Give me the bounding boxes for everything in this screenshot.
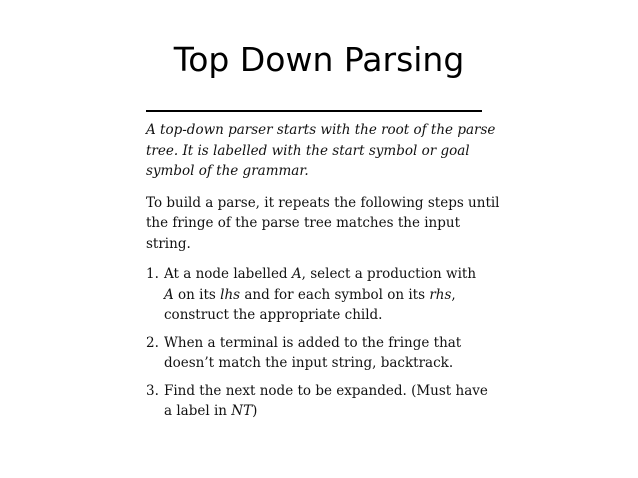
- step-math-symbol: lhs: [220, 286, 241, 303]
- intro-line: A top-down parser starts with the root of the parse: [146, 122, 496, 138]
- paragraph-line: To build a parse, it repeats the following steps until: [146, 194, 500, 211]
- step-number: 1.: [146, 266, 159, 282]
- step-line: [164, 264, 494, 285]
- step-text: ): [252, 403, 258, 419]
- step-line: construct the appropriate child.: [164, 307, 383, 323]
- step-text: and for each symbol on its: [240, 286, 430, 303]
- step-line: Find the next node to be expanded. (Must have: [164, 382, 488, 399]
- paragraph-line: string.: [146, 235, 191, 252]
- step-math-symbol: A: [291, 266, 302, 282]
- slide-content: [146, 120, 500, 429]
- body-paragraph: [146, 193, 500, 255]
- step-line: doesn’t match the input string, backtrack.: [164, 355, 454, 371]
- step-item: [146, 381, 494, 422]
- intro-line: tree. It is labelled with the start symbol or goal: [146, 142, 470, 159]
- step-text: , select a production with: [301, 266, 477, 282]
- step-item: [146, 333, 494, 374]
- step-math-symbol: rhs: [429, 286, 452, 303]
- step-text: on its: [173, 286, 221, 303]
- step-text: ,: [451, 286, 456, 303]
- step-line: [164, 285, 494, 306]
- horizontal-rule: [146, 110, 482, 112]
- step-number: 3.: [146, 382, 159, 399]
- step-line: When a terminal is added to the fringe that: [164, 334, 462, 351]
- step-number: 2.: [146, 334, 159, 351]
- step-text: a label in: [164, 403, 232, 419]
- intro-line: symbol of the grammar.: [146, 163, 309, 179]
- step-item: [146, 264, 494, 326]
- slide-title: Top Down Parsing: [173, 40, 465, 79]
- intro-paragraph: [146, 120, 494, 182]
- step-math-symbol: A: [164, 286, 174, 303]
- steps-list: [146, 264, 494, 422]
- step-line: [164, 401, 494, 422]
- step-math-symbol: NT: [231, 403, 253, 419]
- step-text: At a node labelled: [164, 266, 292, 282]
- paragraph-line: the fringe of the parse tree matches the input: [146, 215, 461, 231]
